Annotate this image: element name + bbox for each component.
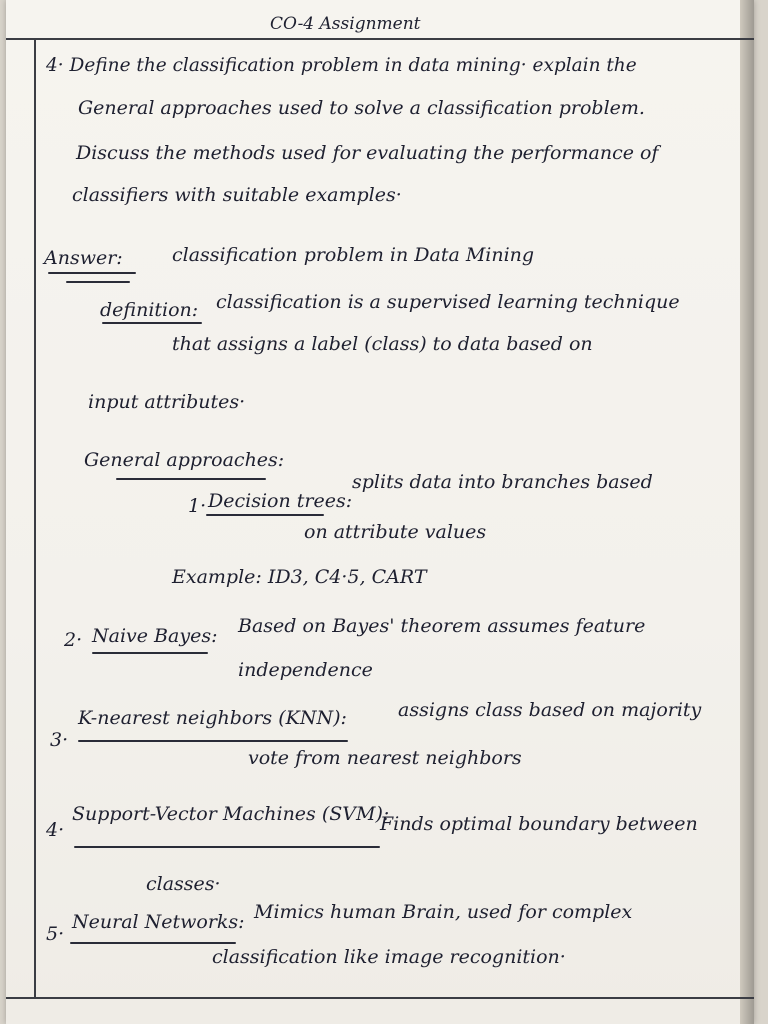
notebook-page — [6, 0, 754, 1024]
item-5-line-1: Mimics human Brain, used for complex — [254, 901, 633, 923]
approaches-heading: General approaches: — [84, 449, 285, 471]
approaches-underline — [116, 478, 266, 480]
answer-label-underline-2 — [66, 281, 130, 283]
definition-line-2: that assigns a label (class) to data based on — [172, 333, 593, 355]
item-2-term: Naive Bayes: — [92, 625, 218, 647]
top-rule-line — [6, 38, 754, 40]
question-line-2: General approaches used to solve a classification problem. — [78, 97, 645, 119]
item-4-term: Support-Vector Machines (SVM): — [72, 803, 390, 825]
answer-label: Answer: — [44, 247, 123, 269]
page-title: CO-4 Assignment — [270, 14, 421, 34]
item-1-example: Example: ID3, C4·5, CART — [172, 566, 427, 588]
item-3-term: K-nearest neighbors (KNN): — [78, 707, 347, 729]
item-5-term-underline — [70, 942, 236, 944]
question-line-1: 4· Define the classification problem in data mining· explain the — [46, 55, 637, 76]
definition-label: definition: — [100, 299, 199, 321]
definition-line-1: classification is a supervised learning technique — [216, 291, 680, 313]
item-1-number: 1· — [188, 495, 207, 517]
item-1-term: Decision trees: — [208, 490, 353, 512]
page-edge-shadow — [740, 0, 754, 1024]
answer-label-underline — [48, 272, 136, 274]
item-2-number: 2· — [64, 629, 83, 651]
answer-heading: classification problem in Data Mining — [172, 244, 535, 266]
definition-underline — [102, 322, 202, 324]
item-3-number: 3· — [50, 729, 69, 751]
item-4-number: 4· — [46, 819, 65, 841]
item-2-line-2: independence — [238, 659, 373, 681]
item-4-term-underline — [74, 846, 380, 848]
item-1-line-1: splits data into branches based — [352, 471, 653, 493]
item-5-number: 5· — [46, 923, 65, 945]
item-2-term-underline — [92, 652, 208, 654]
definition-line-3: input attributes· — [88, 391, 246, 413]
question-line-4: classifiers with suitable examples· — [72, 184, 402, 206]
question-line-3: Discuss the methods used for evaluating the performance of — [76, 142, 659, 164]
item-3-term-underline — [78, 740, 348, 742]
item-4-line-2: classes· — [146, 873, 221, 895]
bottom-rule-line — [6, 997, 754, 999]
item-5-term: Neural Networks: — [72, 911, 245, 933]
item-3-line-2: vote from nearest neighbors — [248, 747, 522, 769]
item-4-line-1: Finds optimal boundary between — [380, 813, 698, 835]
item-1-term-underline — [206, 514, 324, 516]
item-1-line-2: on attribute values — [304, 521, 487, 543]
margin-line — [34, 38, 36, 998]
item-2-line-1: Based on Bayes' theorem assumes feature — [238, 615, 646, 637]
item-5-line-2: classification like image recognition· — [212, 946, 566, 968]
item-3-line-1: assigns class based on majority — [398, 699, 702, 721]
